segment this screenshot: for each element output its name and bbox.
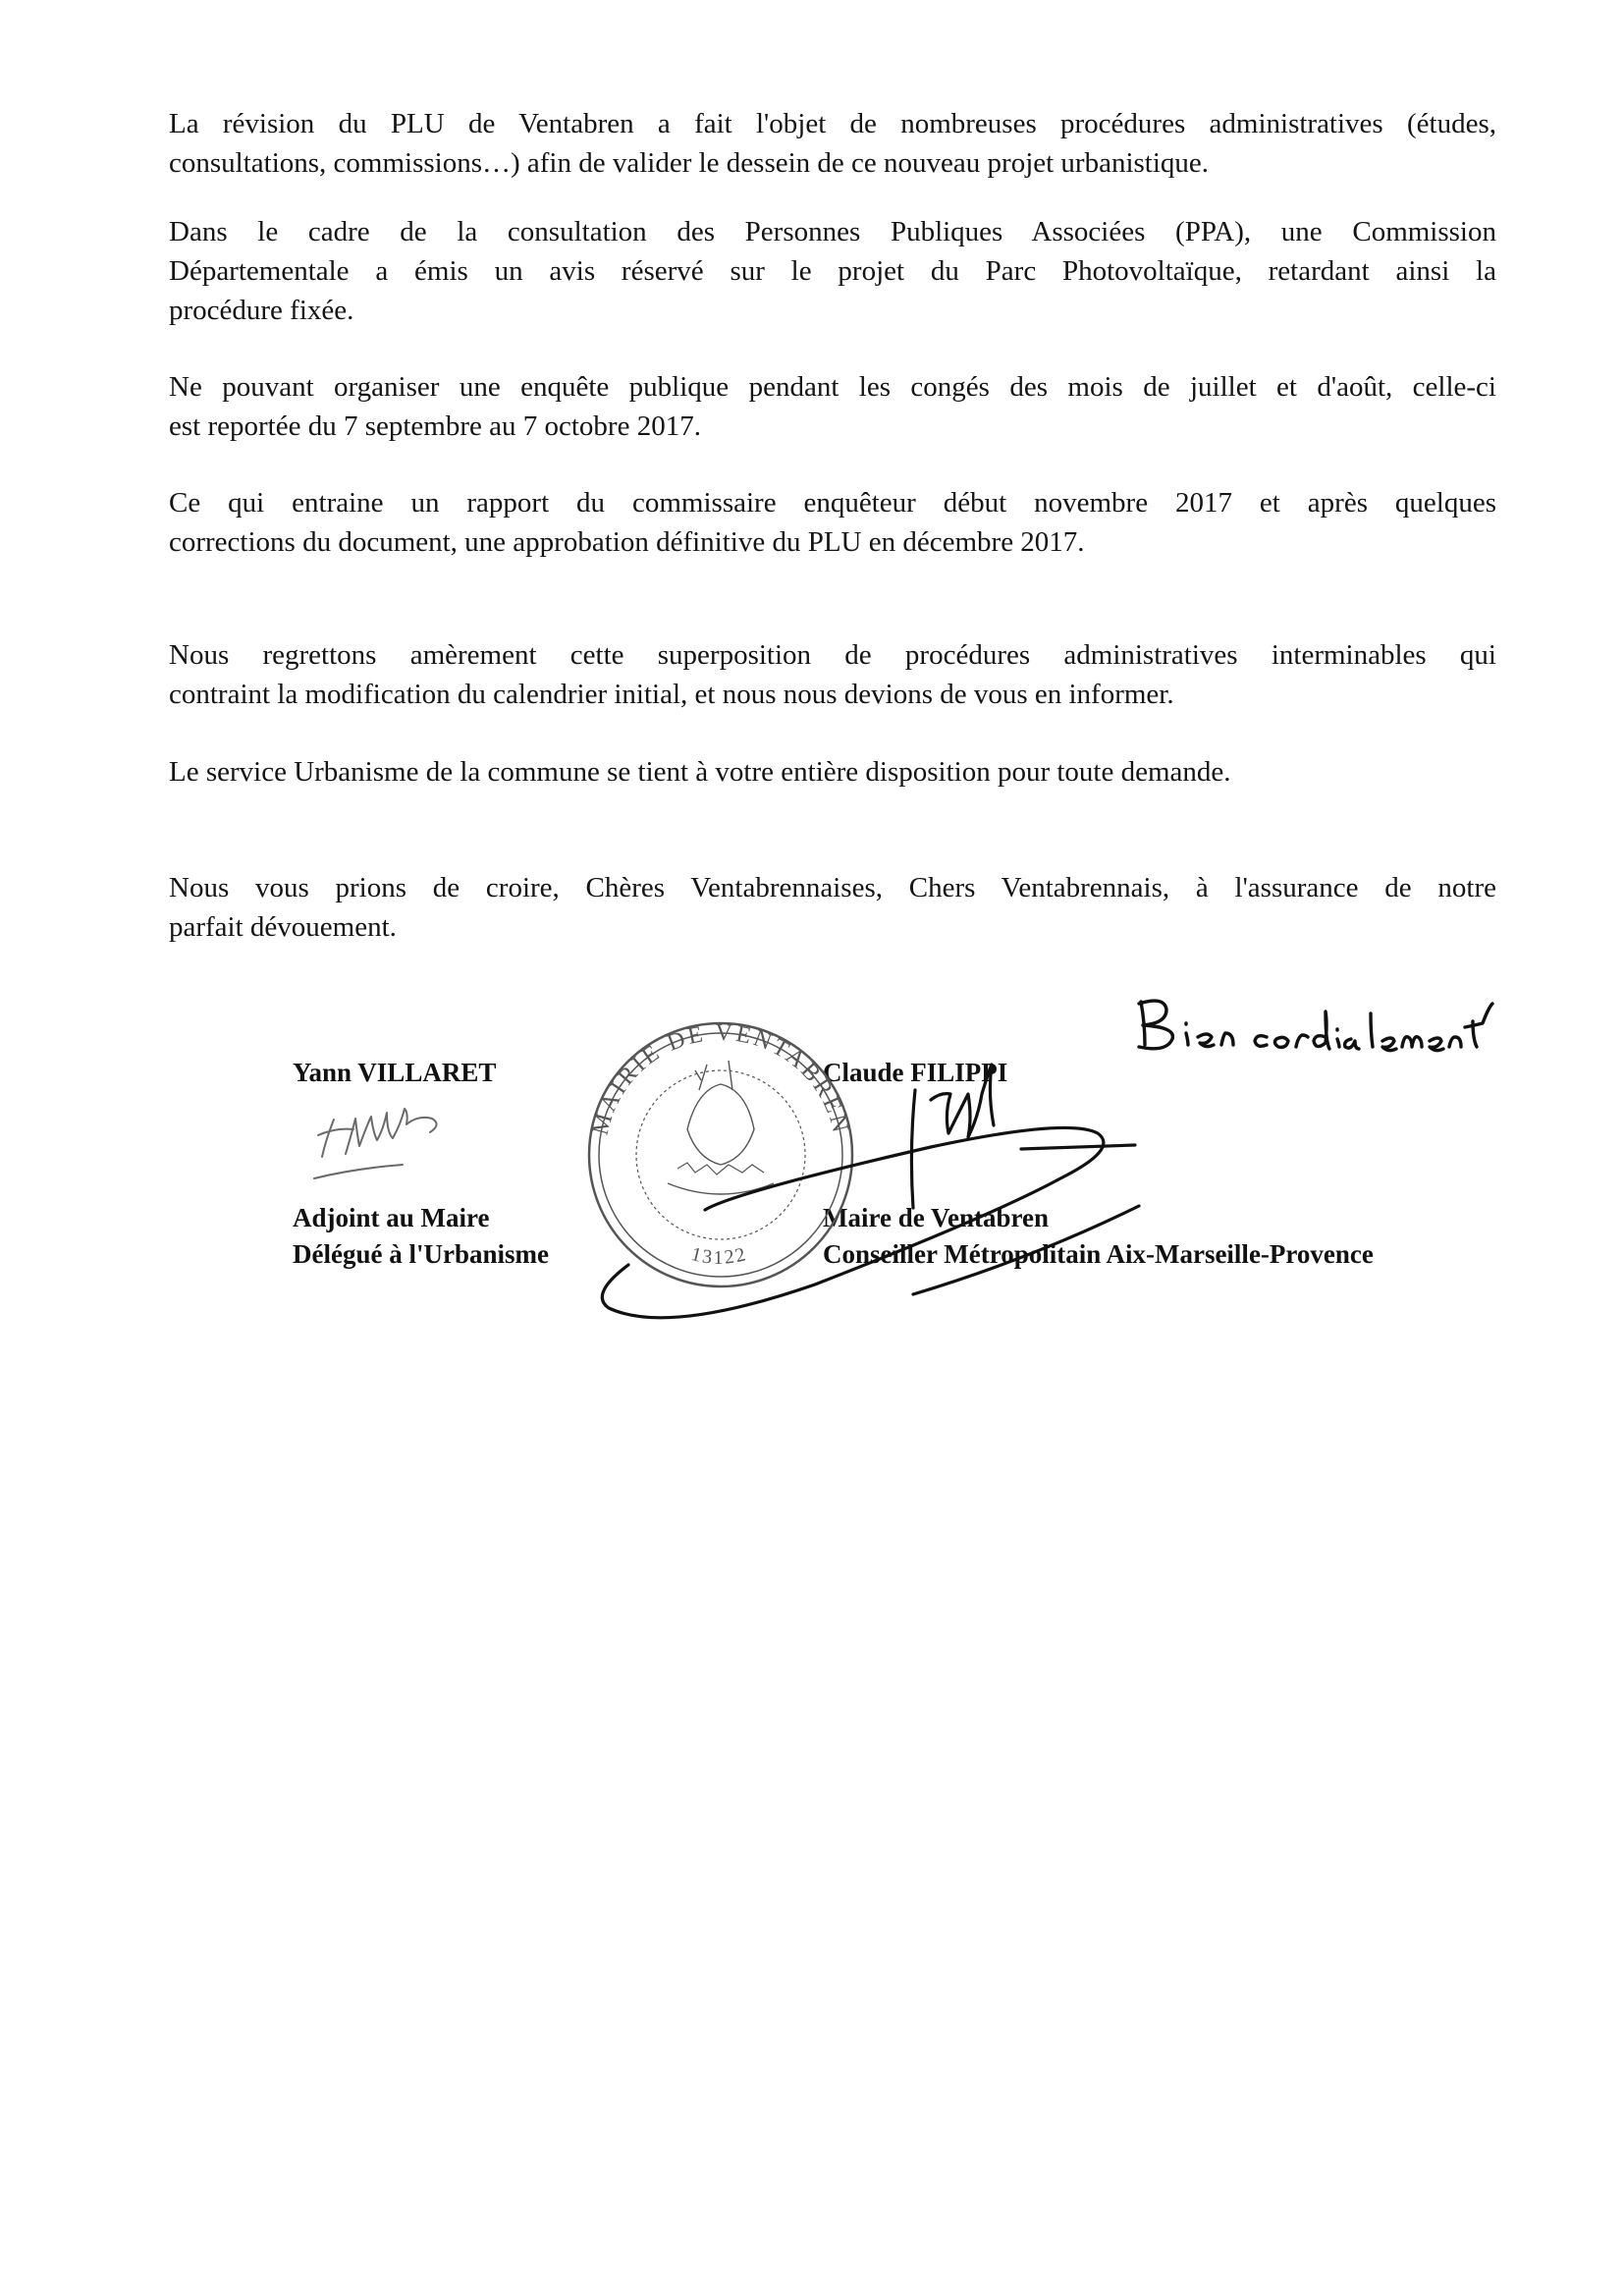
paragraph-line: Ce qui entraine un rapport du commissaire enquêteur début novembre 2017 et après quelques <box>169 487 1496 519</box>
paragraph-line: Départementale a émis un avis réservé sur le projet du Parc Photovoltaïque, retardant ainsi la <box>169 255 1496 287</box>
handwritten-note <box>1139 1001 1492 1051</box>
paragraph-line: corrections du document, une approbation définitive du PLU en décembre 2017. <box>169 526 1085 558</box>
paragraph-line: La révision du PLU de Ventabren a fait l'objet de nombreuses procédures administratives (études, <box>169 108 1496 139</box>
mairie-stamp <box>588 1020 854 1286</box>
paragraph-line: contraint la modification du calendrier initial, et nous nous devions de vous en informer. <box>169 679 1174 710</box>
paragraph-line: Ne pouvant organiser une enquête publique pendant les congés des mois de juillet et d'août, celle-ci <box>169 371 1496 403</box>
paragraph-line: Le service Urbanisme de la commune se tient à votre entière disposition pour toute demande. <box>169 756 1231 788</box>
paragraph-public-inquiry <box>169 367 1496 446</box>
signatory-right-name: Claude FILIPPI <box>823 1058 1008 1087</box>
paragraph-line: est reportée du 7 septembre au 7 octobre 2017. <box>169 410 701 442</box>
paragraph-line: Dans le cadre de la consultation des Personnes Publiques Associées (PPA), une Commission <box>169 216 1496 247</box>
signatory-right-title: Conseiller Métropolitain Aix-Marseille-Provence <box>823 1239 1374 1269</box>
paragraph-closing <box>169 868 1496 947</box>
signatory-left-role: Adjoint au Maire <box>293 1203 490 1232</box>
paragraph-line: parfait dévouement. <box>169 911 397 943</box>
paragraph-plu-revision <box>169 104 1496 183</box>
paragraph-line: Nous vous prions de croire, Chères Ventabrennaises, Chers Ventabrennais, à l'assurance de notre <box>169 872 1496 903</box>
signature-right <box>602 1065 1139 1318</box>
paragraph-ppa-consultation <box>169 212 1496 330</box>
stamp-postcode-label: 13122 <box>688 1242 750 1269</box>
paragraph-line: procédure fixée. <box>169 295 354 326</box>
paragraph-regret <box>169 635 1496 714</box>
signatory-left-name: Yann VILLARET <box>293 1058 497 1087</box>
paragraph-line: Nous regrettons amèrement cette superposition de procédures administratives interminables qui <box>169 639 1496 671</box>
signatory-right-role: Maire de Ventabren <box>823 1203 1050 1232</box>
signatory-left-delegation: Délégué à l'Urbanisme <box>293 1239 549 1269</box>
stamp-text-label: MAIRIE DE VENTABREN <box>587 1019 854 1138</box>
paragraph-commissioner-report <box>169 483 1496 562</box>
signature-left <box>314 1109 437 1178</box>
paragraph-line: consultations, commissions…) afin de valider le dessein de ce nouveau projet urbanistique. <box>169 147 1210 179</box>
paragraph-urbanism-service <box>169 752 1496 792</box>
